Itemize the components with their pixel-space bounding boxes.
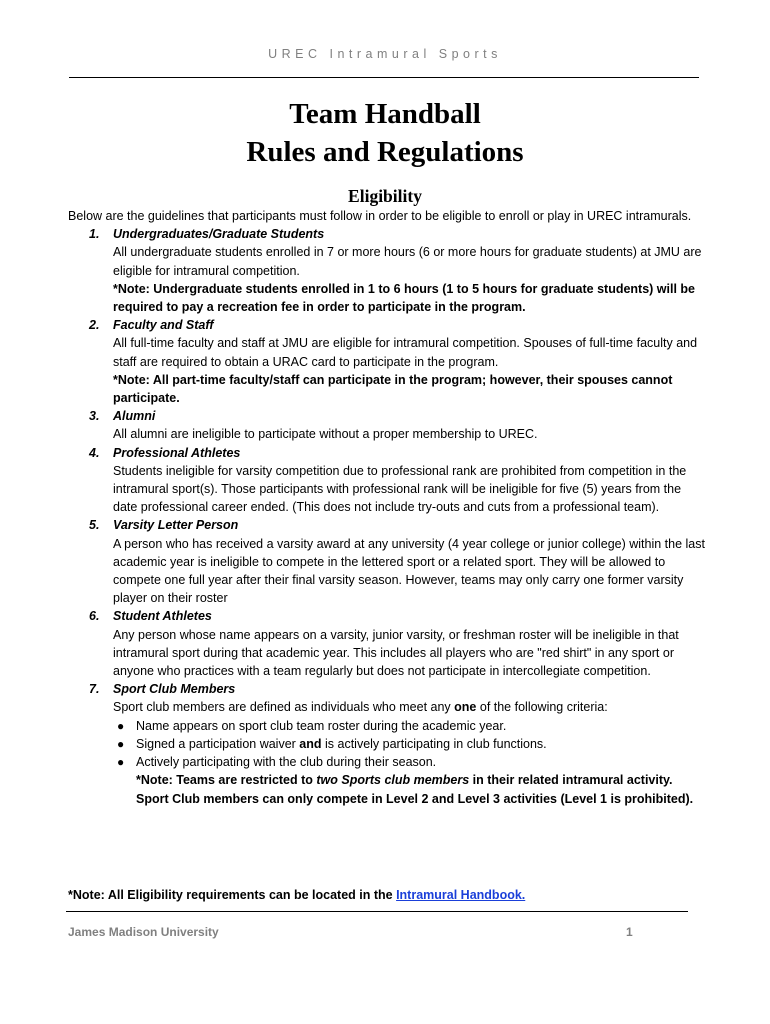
note-text-italic: two Sports club members <box>316 773 470 788</box>
header-rule <box>69 77 699 78</box>
footer-rule <box>66 911 688 912</box>
item-number: 3. <box>89 409 100 424</box>
item-number: 5. <box>89 518 100 533</box>
list-item <box>68 225 708 316</box>
item-text: A person who has received a varsity award at any university (4 year college or junior college) within the last academic year is ineligible to compete in the lettered sport or a related sport. They will be allowed to compete one full year after their final varsity season. However, teams may only carry one former varsity player on their roster <box>113 536 705 606</box>
running-header: UREC Intramural Sports <box>268 47 502 61</box>
item-number: 6. <box>89 609 100 624</box>
item-title: Professional Athletes <box>113 445 241 460</box>
section-heading-eligibility: Eligibility <box>348 186 422 206</box>
item-title: Varsity Letter Person <box>113 518 239 533</box>
list-item <box>68 680 708 807</box>
eligibility-list <box>68 225 708 808</box>
item-text: Any person whose name appears on a varsity, junior varsity, or freshman roster will be ineligible in that intramural sport during that academic year. This includes all players who are "red shirt" in any sport or anyone who practices with a team regularly but does not participate in intercollegiate competition. <box>113 627 679 679</box>
bullet-icon: ● <box>117 736 125 751</box>
item-text <box>113 698 708 716</box>
list-item <box>68 316 708 407</box>
note-text-start: *Note: Teams are restricted to <box>136 773 317 788</box>
criteria-text: Actively participating with the club during their season. <box>136 755 437 770</box>
criteria-item <box>113 717 708 735</box>
item-note: *Note: Undergraduate students enrolled in 1 to 6 hours (1 to 5 hours for graduate students) will be required to pay a recreation fee in order to participate in the program. <box>113 281 696 315</box>
list-item <box>68 444 708 517</box>
eligibility-final-note <box>68 886 525 904</box>
item-note: *Note: All part-time faculty/staff can participate in the program; however, their spouses cannot participate. <box>113 372 673 406</box>
intro-paragraph: Below are the guidelines that participants must follow in order to be eligible to enroll or play in UREC intramurals. <box>68 209 692 223</box>
item-title: Sport Club Members <box>113 682 236 697</box>
bullet-icon: ● <box>117 755 125 770</box>
sport-club-note-line-2: Sport Club members can only compete in Level 2 and Level 3 activities (Level 1 is prohibited). <box>136 791 694 806</box>
item-title: Alumni <box>113 409 156 424</box>
item-title: Faculty and Staff <box>113 318 214 333</box>
criteria-list <box>113 717 708 772</box>
criteria-text-end: is actively participating in club functions. <box>321 736 547 751</box>
document-title <box>0 95 770 171</box>
intramural-handbook-link[interactable]: Intramural Handbook. <box>396 888 526 902</box>
item-title: Undergraduates/Graduate Students <box>113 227 325 242</box>
title-line-2: Rules and Regulations <box>246 136 524 168</box>
criteria-text-emphasis: and <box>299 736 322 751</box>
item-text-end: of the following criteria: <box>476 700 608 715</box>
list-item <box>68 407 708 443</box>
eligibility-body <box>68 207 708 808</box>
item-text: All undergraduate students enrolled in 7 or more hours (6 or more hours for graduate students) at JMU are eligible for intramural competition. <box>113 245 702 278</box>
list-item <box>68 516 708 607</box>
item-number: 7. <box>89 682 100 697</box>
item-text: All alumni are ineligible to participate without a proper membership to UREC. <box>113 427 538 442</box>
list-item <box>68 607 708 680</box>
item-title: Student Athletes <box>113 609 212 624</box>
note-text-end: in their related intramural activity. <box>469 773 673 788</box>
criteria-item <box>113 753 708 771</box>
bullet-icon: ● <box>117 718 125 733</box>
title-line-1: Team Handball <box>289 98 481 130</box>
item-text: Students ineligible for varsity competition due to professional rank are prohibited from competition in the intramural sport(s). Those participants with professional rank will be ineligible for five (5) years from the date professional career ended. (This does not include try-outs and cuts from a professional team). <box>113 463 687 515</box>
final-note-text: *Note: All Eligibility requirements can be located in the <box>68 888 397 902</box>
footer-university: James Madison University <box>68 925 219 939</box>
item-number: 4. <box>89 445 100 460</box>
criteria-text-start: Signed a participation waiver <box>136 736 300 751</box>
item-text-emphasis: one <box>454 700 477 715</box>
criteria-text: Name appears on sport club team roster during the academic year. <box>136 718 507 733</box>
item-number: 1. <box>89 227 100 242</box>
criteria-item <box>113 735 708 753</box>
item-text-start: Sport club members are defined as individuals who meet any <box>113 700 455 715</box>
page-number: 1 <box>626 925 633 939</box>
sport-club-note <box>113 771 708 789</box>
item-text: All full-time faculty and staff at JMU are eligible for intramural competition. Spouses of full-time faculty and staff are required to obtain a URAC card to participate in the program. <box>113 336 698 369</box>
item-number: 2. <box>89 318 100 333</box>
